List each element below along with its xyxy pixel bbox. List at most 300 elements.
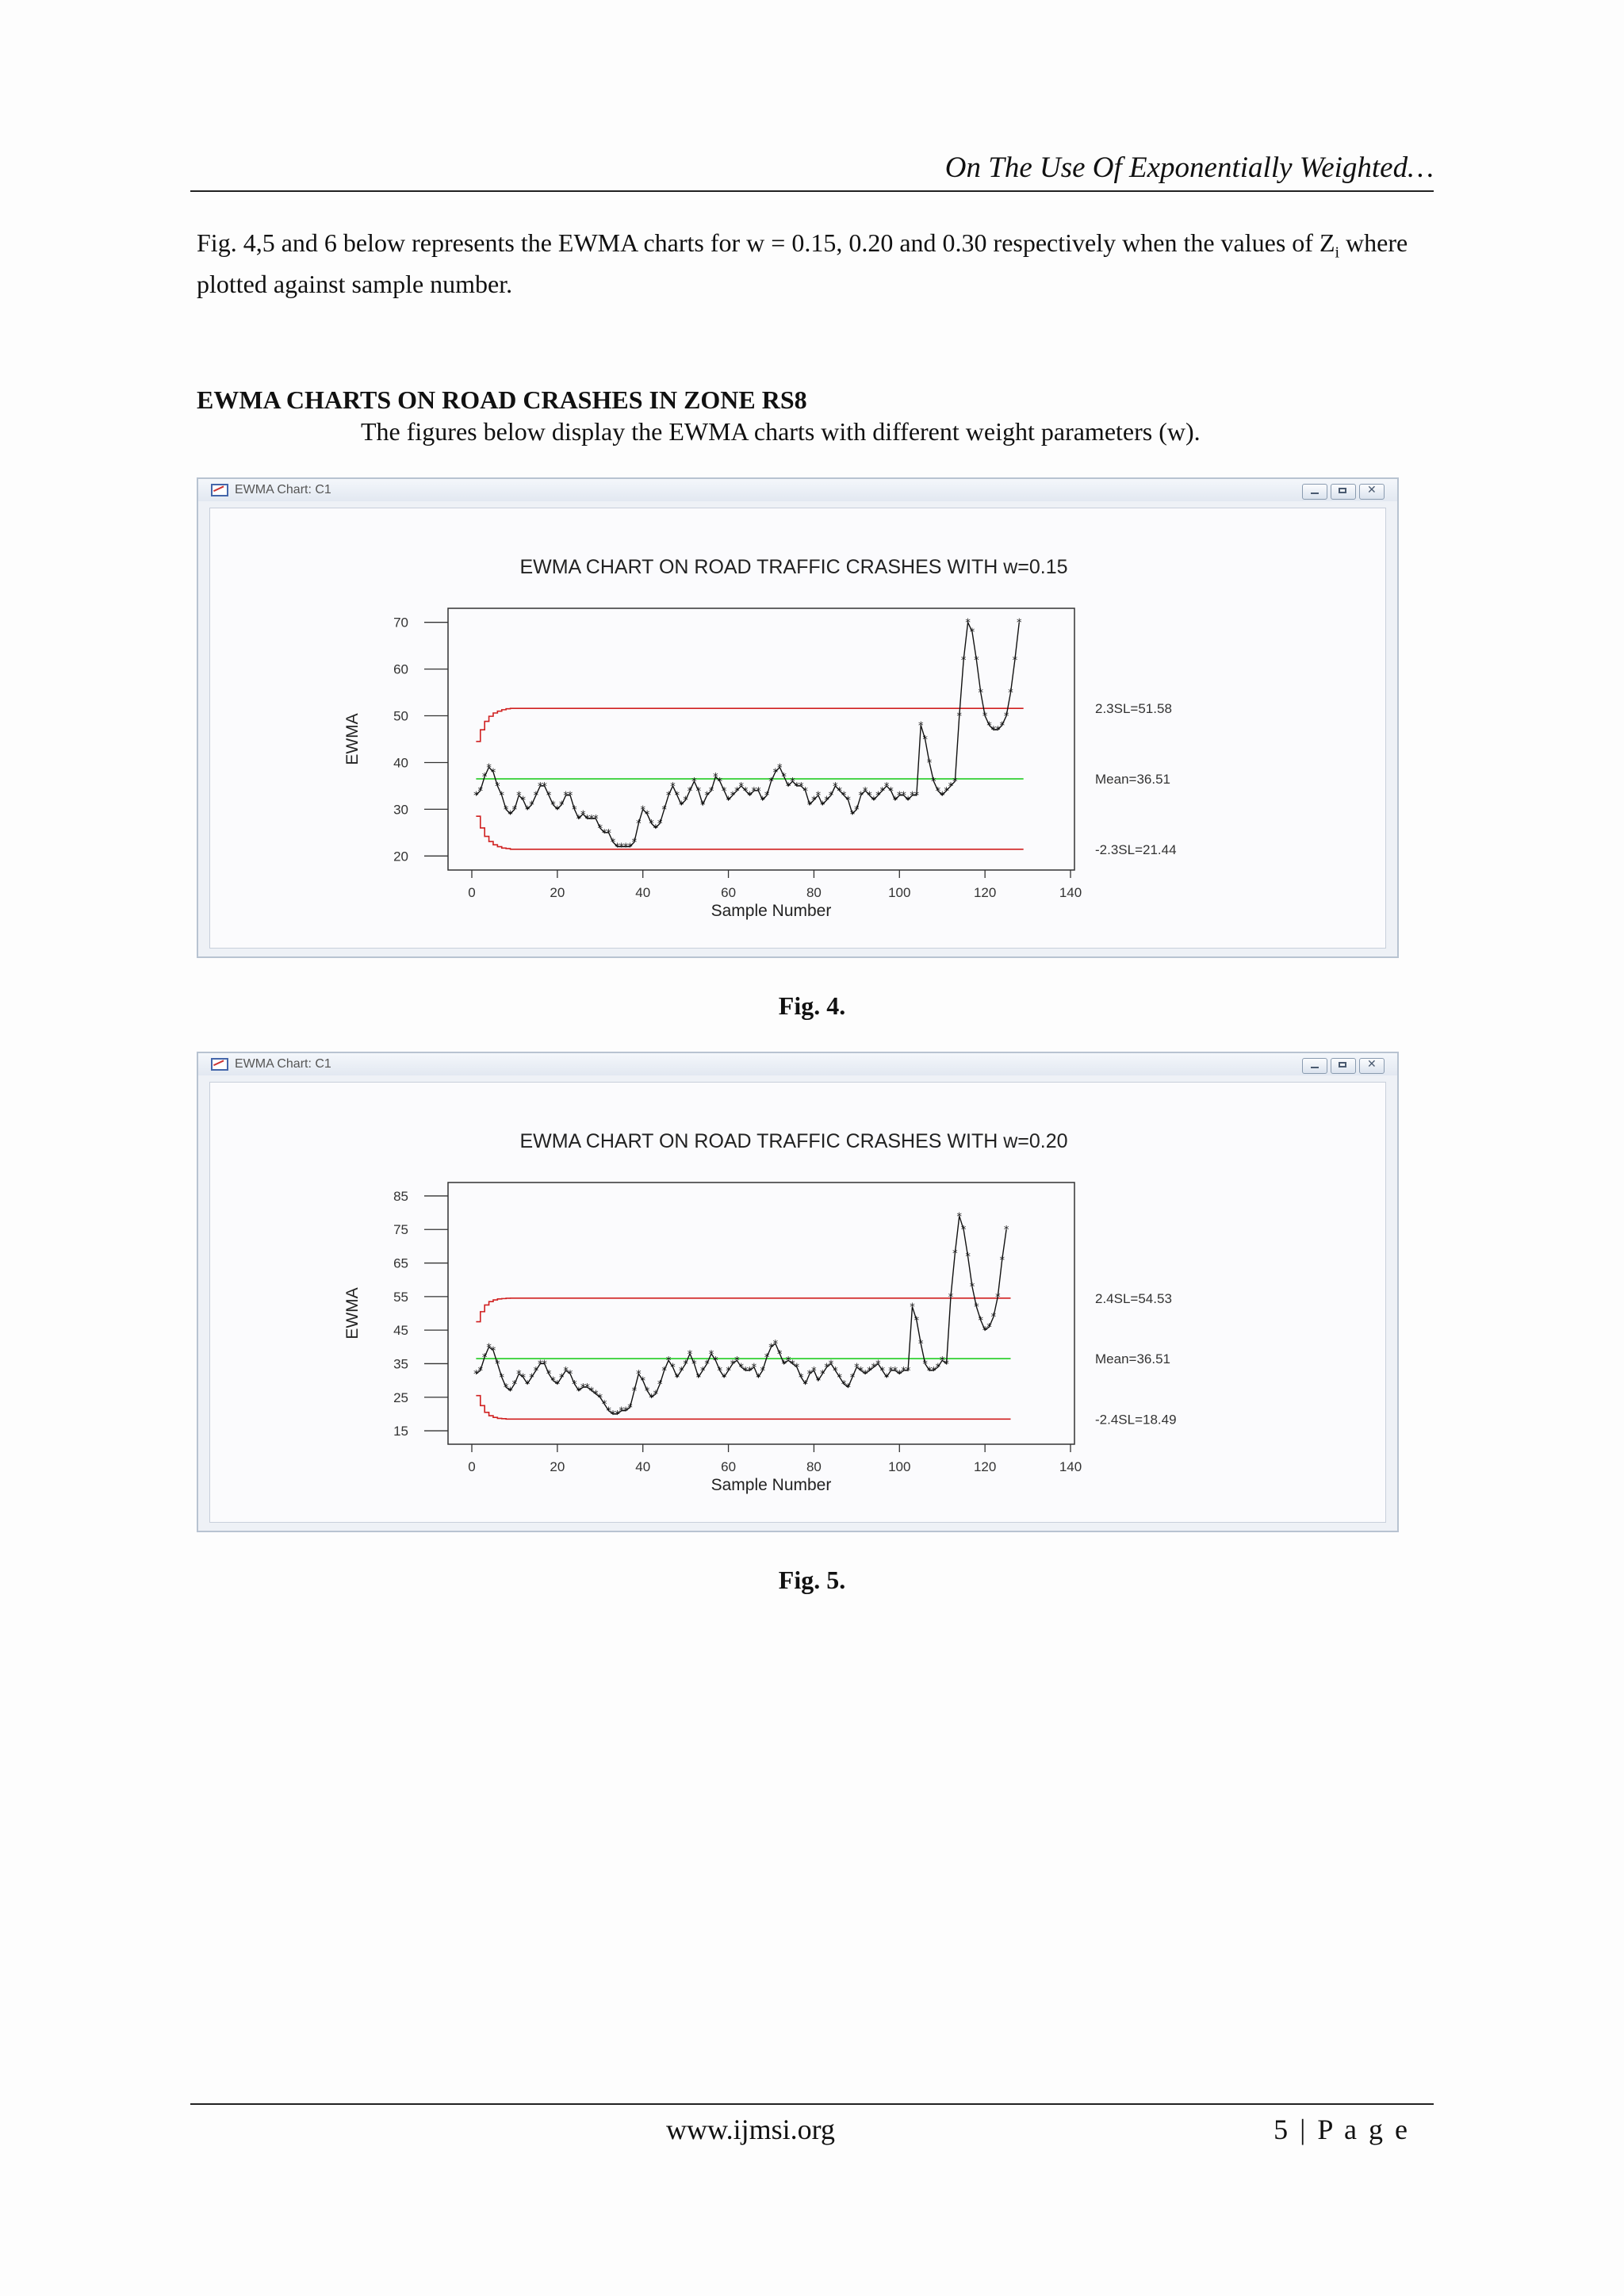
x-tick-label: 80 xyxy=(806,1459,822,1474)
ewma-point: * xyxy=(546,1369,552,1382)
mean-label: Mean=36.51 xyxy=(1095,772,1170,788)
lower-control-limit xyxy=(476,816,1023,849)
window-controls xyxy=(1302,1058,1385,1074)
ewma-point: * xyxy=(533,790,539,803)
ewma-point: * xyxy=(747,790,753,803)
ewma-point: * xyxy=(687,785,693,798)
y-axis-label: EWMA xyxy=(343,1287,362,1340)
ewma-point: * xyxy=(695,785,702,798)
x-axis-label: Sample Number xyxy=(710,1476,832,1494)
ewma-point: * xyxy=(790,776,795,789)
ewma-point: * xyxy=(974,654,979,667)
chart-app-icon xyxy=(211,484,228,496)
ewma-point: * xyxy=(948,1291,954,1304)
ewma-point: * xyxy=(794,1362,800,1374)
ewma-point: * xyxy=(747,1365,753,1378)
ewma-point: * xyxy=(615,1409,620,1421)
ewma-point: * xyxy=(631,1386,638,1398)
ewma-point: * xyxy=(742,1365,749,1378)
ewma-point: * xyxy=(542,1359,547,1371)
lcl-label: -2.4SL=18.49 xyxy=(1095,1412,1177,1428)
window-title: EWMA Chart: C1 xyxy=(235,483,331,496)
ewma-point: * xyxy=(713,772,718,784)
ewma-point: * xyxy=(811,1365,817,1378)
ewma-point: * xyxy=(554,804,561,817)
y-tick-label: 70 xyxy=(393,615,408,631)
ewma-point: * xyxy=(990,1312,997,1324)
ewma-point: * xyxy=(935,785,941,798)
y-axis-label: EWMA xyxy=(343,713,362,765)
ewma-point: * xyxy=(931,1365,936,1378)
ewma-point: * xyxy=(679,1365,684,1378)
ewma-point: * xyxy=(524,804,530,817)
upper-control-limit xyxy=(476,708,1023,742)
ewma-point: * xyxy=(670,1362,676,1374)
ewma-point: * xyxy=(550,1375,556,1388)
ewma-point: * xyxy=(713,1355,718,1368)
ewma-point: * xyxy=(674,790,680,803)
ewma-point: * xyxy=(833,780,838,793)
ewma-point: * xyxy=(563,790,569,803)
ewma-point: * xyxy=(477,1365,484,1378)
plot-frame xyxy=(448,1182,1074,1444)
ewma-point: * xyxy=(867,790,872,803)
ewma-point: * xyxy=(837,1372,843,1385)
ewma-point: * xyxy=(982,1325,988,1338)
ewma-point: * xyxy=(982,711,988,723)
y-tick-label: 35 xyxy=(393,1356,408,1372)
maximize-button[interactable] xyxy=(1331,1058,1356,1074)
ewma-point: * xyxy=(999,720,1005,733)
chart-title: EWMA CHART ON ROAD TRAFFIC CRASHES WITH w=0.15 xyxy=(519,556,1068,578)
ewma-point: * xyxy=(640,804,645,817)
ewma-point: * xyxy=(978,1315,983,1328)
figure-caption: Fig. 4. xyxy=(778,991,846,1020)
ewma-point: * xyxy=(606,1405,611,1418)
ewma-point: * xyxy=(790,1359,795,1371)
ewma-point: * xyxy=(956,1211,963,1224)
x-tick-label: 100 xyxy=(888,1459,911,1474)
ewma-point: * xyxy=(584,1382,590,1395)
y-tick-label: 55 xyxy=(393,1289,408,1305)
ewma-point: * xyxy=(546,790,552,803)
ewma-point: * xyxy=(995,1291,1001,1304)
chart-canvas xyxy=(209,508,1386,949)
ewma-point: * xyxy=(824,795,829,807)
ewma-point: * xyxy=(883,780,890,793)
x-tick-label: 20 xyxy=(550,885,565,900)
ewma-point: * xyxy=(665,790,672,803)
ewma-point: * xyxy=(734,1355,740,1368)
ewma-point: * xyxy=(751,785,757,798)
ewma-point: * xyxy=(742,785,749,798)
ewma-point: * xyxy=(760,795,765,807)
ewma-point: * xyxy=(538,780,543,793)
ewma-point: * xyxy=(695,1372,702,1385)
ewma-point: * xyxy=(699,1365,706,1378)
ewma-point: * xyxy=(508,1386,513,1398)
ewma-point: * xyxy=(871,795,877,807)
ewma-point: * xyxy=(1003,711,1009,723)
ewma-point: * xyxy=(495,1359,500,1371)
ewma-point: * xyxy=(974,1301,979,1314)
ewma-point: * xyxy=(473,1369,479,1382)
ewma-point: * xyxy=(794,780,800,793)
ewma-point: * xyxy=(841,790,847,803)
ewma-point: * xyxy=(610,837,616,849)
ewma-point: * xyxy=(687,1348,693,1361)
ewma-point: * xyxy=(944,1359,949,1371)
ewma-chart-w015 xyxy=(210,508,1388,951)
ewma-point: * xyxy=(781,1359,787,1371)
ewma-point: * xyxy=(679,799,684,812)
intro-subscript: i xyxy=(1335,243,1340,262)
chart-window-fig4 xyxy=(197,477,1399,958)
ewma-point: * xyxy=(785,780,791,793)
ewma-point: * xyxy=(495,780,500,793)
y-tick-label: 60 xyxy=(393,661,408,677)
ewma-point: * xyxy=(960,1225,967,1237)
ewma-point: * xyxy=(653,1389,659,1401)
ewma-point: * xyxy=(511,804,518,817)
ewma-point: * xyxy=(965,1251,971,1264)
ewma-point: * xyxy=(995,725,1001,738)
ewma-point: * xyxy=(922,1359,928,1371)
ewma-point: * xyxy=(640,1375,645,1388)
x-tick-label: 140 xyxy=(1059,1459,1082,1474)
ewma-point: * xyxy=(704,790,710,803)
ewma-point: * xyxy=(567,1369,573,1382)
ewma-point: * xyxy=(777,762,783,775)
ewma-point: * xyxy=(768,1342,774,1355)
ewma-point: * xyxy=(781,772,787,784)
ewma-point: * xyxy=(576,1386,582,1398)
window-titlebar xyxy=(198,1053,1397,1075)
ewma-point: * xyxy=(910,1301,915,1314)
y-tick-label: 40 xyxy=(393,755,408,771)
ewma-point: * xyxy=(760,1365,765,1378)
intro-text: Fig. 4,5 and 6 below represents the EWMA charts for w = 0.15, 0.20 and 0.30 respectively when the values of Z xyxy=(197,228,1335,257)
ewma-point: * xyxy=(597,1392,603,1405)
section-heading: EWMA CHARTS ON ROAD CRASHES IN ZONE RS8 xyxy=(197,385,807,414)
upper-control-limit xyxy=(476,1298,1010,1322)
ewma-point: * xyxy=(926,1365,933,1378)
window-controls xyxy=(1302,484,1385,500)
ewma-point: * xyxy=(619,1405,624,1418)
ewma-point: * xyxy=(563,1365,569,1378)
ewma-point: * xyxy=(649,818,654,831)
ewma-point: * xyxy=(879,1365,885,1378)
ewma-point: * xyxy=(777,1348,783,1361)
ewma-point: * xyxy=(978,688,983,700)
ewma-point: * xyxy=(858,790,864,803)
ewma-point: * xyxy=(542,780,547,793)
ewma-point: * xyxy=(875,790,881,803)
y-tick-label: 45 xyxy=(393,1323,408,1339)
ewma-point: * xyxy=(990,725,997,738)
ewma-point: * xyxy=(606,827,611,840)
ewma-point: * xyxy=(905,795,911,807)
ewma-point: * xyxy=(969,1282,975,1294)
ewma-point: * xyxy=(897,790,902,803)
ewma-point: * xyxy=(477,785,484,798)
ewma-point: * xyxy=(888,785,894,798)
ewma-point: * xyxy=(601,1399,607,1412)
ewma-point: * xyxy=(627,1402,633,1415)
ewma-point: * xyxy=(580,809,586,822)
ewma-point: * xyxy=(952,776,958,789)
figure-caption: Fig. 5. xyxy=(778,1566,846,1594)
ewma-point: * xyxy=(657,818,663,831)
ewma-point: * xyxy=(615,841,620,854)
minimize-button[interactable] xyxy=(1302,1058,1327,1074)
x-axis-label: Sample Number xyxy=(710,902,832,920)
ewma-point: * xyxy=(1003,1225,1009,1237)
ewma-point: * xyxy=(948,780,954,793)
ewma-point: * xyxy=(738,780,744,793)
ewma-point: * xyxy=(580,1382,586,1395)
ewma-point: * xyxy=(481,772,488,784)
ewma-point: * xyxy=(619,841,624,854)
intro-text-end: where plotted against sample number. xyxy=(197,228,1408,299)
x-tick-label: 120 xyxy=(973,885,997,900)
ewma-point: * xyxy=(588,814,595,826)
ewma-point: * xyxy=(956,711,963,723)
y-tick-label: 15 xyxy=(393,1424,408,1439)
ewma-point: * xyxy=(734,785,740,798)
ewma-point: * xyxy=(918,720,924,733)
ewma-point: * xyxy=(683,795,688,807)
lcl-label: -2.3SL=21.44 xyxy=(1095,841,1177,857)
ewma-point: * xyxy=(914,790,920,803)
ewma-point: * xyxy=(661,1365,667,1378)
x-tick-label: 40 xyxy=(635,1459,651,1474)
ewma-point: * xyxy=(918,1339,924,1351)
y-tick-label: 50 xyxy=(393,708,408,724)
ewma-point: * xyxy=(665,1355,672,1368)
ewma-point: * xyxy=(772,767,779,780)
ewma-point: * xyxy=(670,780,676,793)
x-tick-label: 0 xyxy=(468,885,476,900)
ewma-point: * xyxy=(601,827,607,840)
ewma-point: * xyxy=(572,1378,577,1391)
ewma-point: * xyxy=(708,785,714,798)
ewma-point: * xyxy=(901,1365,906,1378)
ewma-point: * xyxy=(516,790,522,803)
ewma-point: * xyxy=(986,1321,992,1334)
ewma-point: * xyxy=(764,1352,770,1364)
ewma-point: * xyxy=(538,1359,543,1371)
ewma-point: * xyxy=(854,804,860,817)
maximize-button[interactable] xyxy=(1331,484,1356,500)
ewma-point: * xyxy=(862,785,868,798)
ewma-point: * xyxy=(751,1362,757,1374)
ewma-point: * xyxy=(833,1365,838,1378)
x-tick-label: 40 xyxy=(635,885,651,900)
ewma-point: * xyxy=(756,1372,761,1385)
ewma-point: * xyxy=(533,1365,539,1378)
intro-paragraph xyxy=(197,227,1434,300)
close-button[interactable] xyxy=(1359,484,1385,500)
ewma-point: * xyxy=(1017,617,1022,630)
ewma-point: * xyxy=(631,837,638,849)
ewma-point: * xyxy=(828,1359,834,1371)
ewma-point: * xyxy=(691,1359,697,1371)
ewma-point: * xyxy=(622,841,629,854)
ewma-point: * xyxy=(756,785,761,798)
ewma-point: * xyxy=(901,790,906,803)
ewma-point: * xyxy=(644,1386,650,1398)
ewma-point: * xyxy=(503,1382,509,1395)
ewma-point: * xyxy=(721,1372,727,1385)
ewma-point: * xyxy=(858,1365,864,1378)
x-tick-label: 80 xyxy=(806,885,822,900)
ewma-point: * xyxy=(914,1315,920,1328)
ewma-point: * xyxy=(944,785,949,798)
window-titlebar xyxy=(198,479,1397,501)
ewma-point: * xyxy=(875,1359,881,1371)
header-rule xyxy=(190,190,1434,192)
ewma-point: * xyxy=(910,790,915,803)
ewma-point: * xyxy=(683,1359,688,1371)
ewma-point: * xyxy=(661,804,667,817)
ewma-point: * xyxy=(772,1339,779,1351)
ewma-point: * xyxy=(862,1369,868,1382)
ewma-point: * xyxy=(730,1359,736,1371)
ewma-point: * xyxy=(819,1369,825,1382)
x-tick-label: 100 xyxy=(888,885,911,900)
ewma-point: * xyxy=(828,790,834,803)
ucl-label: 2.4SL=54.53 xyxy=(1095,1290,1172,1306)
y-tick-label: 30 xyxy=(393,802,408,818)
ewma-point: * xyxy=(593,1389,599,1401)
ucl-label: 2.3SL=51.58 xyxy=(1095,701,1172,717)
ewma-point: * xyxy=(657,1378,663,1391)
close-button[interactable] xyxy=(1359,1058,1385,1074)
y-tick-label: 65 xyxy=(393,1255,408,1271)
ewma-point: * xyxy=(473,790,479,803)
ewma-point: * xyxy=(726,795,731,807)
ewma-point: * xyxy=(636,1369,642,1382)
ewma-point: * xyxy=(888,1365,894,1378)
ewma-point: * xyxy=(559,799,565,812)
ewma-point: * xyxy=(837,785,843,798)
ewma-point: * xyxy=(849,1372,856,1385)
x-tick-label: 20 xyxy=(550,1459,565,1474)
chart-title: EWMA CHART ON ROAD TRAFFIC CRASHES WITH w=0.20 xyxy=(519,1130,1068,1152)
ewma-point: * xyxy=(883,1372,890,1385)
ewma-point: * xyxy=(1008,688,1013,700)
minimize-button[interactable] xyxy=(1302,484,1327,500)
footer-rule xyxy=(190,2103,1434,2105)
ewma-point: * xyxy=(559,1372,565,1385)
y-tick-label: 25 xyxy=(393,1389,408,1405)
x-tick-label: 140 xyxy=(1059,885,1082,900)
ewma-point: * xyxy=(588,1386,595,1398)
x-tick-label: 60 xyxy=(721,1459,737,1474)
ewma-chart-w020 xyxy=(210,1083,1388,1525)
ewma-point: * xyxy=(922,734,928,746)
ewma-point: * xyxy=(481,1352,488,1364)
x-tick-label: 0 xyxy=(468,1459,476,1474)
ewma-point: * xyxy=(939,790,945,803)
ewma-point: * xyxy=(845,795,851,807)
ewma-point: * xyxy=(935,1362,941,1374)
ewma-point: * xyxy=(610,1409,616,1421)
ewma-point: * xyxy=(905,1365,911,1378)
ewma-point: * xyxy=(717,776,723,789)
ewma-point: * xyxy=(529,799,534,812)
ewma-point: * xyxy=(499,790,504,803)
page-number: 5 | P a g e xyxy=(1274,2114,1410,2145)
ewma-point: * xyxy=(704,1359,710,1371)
y-tick-label: 85 xyxy=(393,1188,408,1204)
ewma-point: * xyxy=(593,814,599,826)
lower-control-limit xyxy=(476,1396,1010,1420)
ewma-point: * xyxy=(960,654,967,667)
chart-app-icon xyxy=(211,1058,228,1071)
ewma-point: * xyxy=(799,780,804,793)
ewma-point: * xyxy=(584,814,590,826)
ewma-point: * xyxy=(806,799,813,812)
ewma-point: * xyxy=(508,809,513,822)
ewma-point: * xyxy=(952,1248,958,1260)
ewma-point: * xyxy=(644,809,650,822)
ewma-point: * xyxy=(849,809,856,822)
ewma-point: * xyxy=(726,1365,731,1378)
mean-label: Mean=36.51 xyxy=(1095,1351,1170,1367)
ewma-point: * xyxy=(486,1342,492,1355)
ewma-point: * xyxy=(819,799,825,812)
ewma-point: * xyxy=(499,1372,504,1385)
ewma-point: * xyxy=(524,1378,530,1391)
ewma-point: * xyxy=(708,1348,714,1361)
ewma-point: * xyxy=(802,785,808,798)
ewma-point: * xyxy=(806,1369,813,1382)
ewma-point: * xyxy=(503,804,509,817)
ewma-point: * xyxy=(516,1369,522,1382)
ewma-point: * xyxy=(674,1372,680,1385)
ewma-point: * xyxy=(520,1372,526,1385)
ewma-point: * xyxy=(811,795,817,807)
ewma-point: * xyxy=(622,1405,629,1418)
ewma-point: * xyxy=(845,1382,851,1395)
ewma-point: * xyxy=(965,617,971,630)
footer-url: www.ijmsi.org xyxy=(666,2114,836,2145)
ewma-point: * xyxy=(854,1362,860,1374)
ewma-point: * xyxy=(841,1378,847,1391)
ewma-point: * xyxy=(554,1378,561,1391)
ewma-point: * xyxy=(802,1378,808,1391)
ewma-point: * xyxy=(1012,654,1018,667)
ewma-point: * xyxy=(738,1362,744,1374)
chart-window-fig5 xyxy=(197,1052,1399,1532)
plot-frame xyxy=(448,608,1074,870)
ewma-point: * xyxy=(815,790,822,803)
ewma-point: * xyxy=(511,1378,518,1391)
ewma-point: * xyxy=(730,790,736,803)
ewma-point: * xyxy=(897,1369,902,1382)
ewma-point: * xyxy=(691,776,697,789)
ewma-point: * xyxy=(572,804,577,817)
ewma-point: * xyxy=(636,818,642,831)
ewma-point: * xyxy=(986,720,992,733)
ewma-point: * xyxy=(764,790,770,803)
ewma-point: * xyxy=(867,1365,872,1378)
chart-canvas xyxy=(209,1082,1386,1523)
ewma-point: * xyxy=(871,1362,877,1374)
ewma-point: * xyxy=(969,627,975,639)
